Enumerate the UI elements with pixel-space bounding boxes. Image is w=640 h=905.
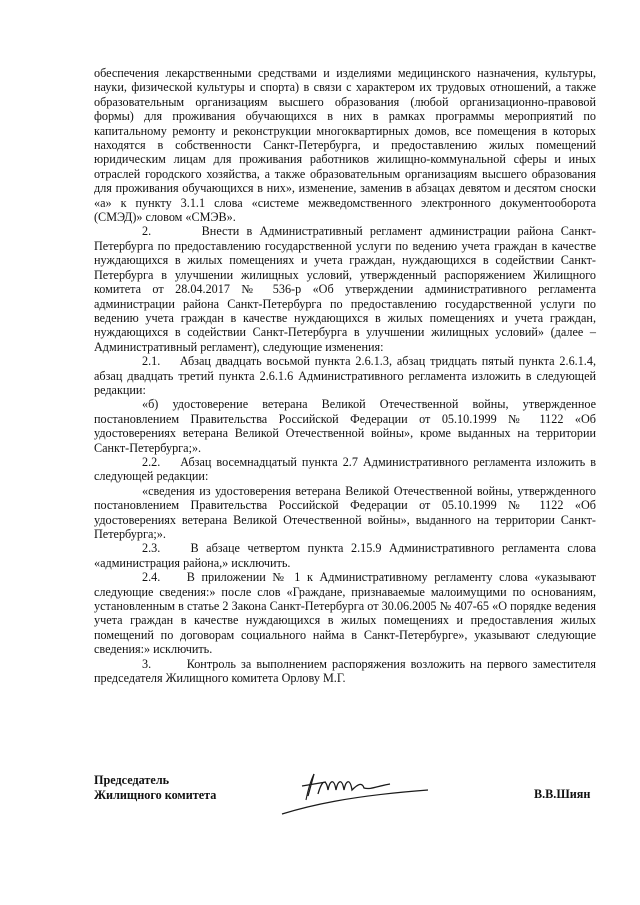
signatory-title [94, 773, 216, 803]
paragraph-p3: 3. Контроль за выполнением распоряжения возложить на первого заместителя председателя Жилищного комитета Орлову М.Г. [94, 656, 596, 686]
signatory-title-line-1: Председатель [94, 773, 170, 787]
paragraph-p2-3: 2.3. В абзаце четвертом пункта 2.15.9 Административного регламента слова «администрация района,» исключить. [94, 541, 596, 570]
paragraph-intro: обеспечения лекарственными средствами и изделиями медицинского назначения, культуры, науки, физической культуры и спорта) в связи с характером их трудовых отношений, а также образовательным организациям высшего образования (любой организационно-правовой формы) для проживания обучающихся в них в рамках программы мероприятий по капитальному ремонту и реконструкции многоквартирных домов, все помещения в которых находятся в собственности Санкт-Петербурга, и предоставлению жилых помещений юридическим лицам для проживания работников жилищно-коммунальной сферы и иных отраслей городского хозяйства, а также образовательным организациям высшего образования для проживания обучающихся в них», изменение, заменив в абзацах девятом и десятом сноски «а» к пункту 3.1.1 слова «системе межведомственного электронного документооборота (СМЭД)» словом «СМЭВ». [94, 66, 596, 225]
handwritten-signature [278, 760, 438, 820]
paragraph-p2-1: 2.1. Абзац двадцать восьмой пункта 2.6.1.3, абзац тридцать пятый пункта 2.6.1.4, абзац двадцать третий пункта 2.6.1.6 Административного регламента изложить в следующей редакции: [94, 354, 596, 397]
paragraph-p2-2q: «сведения из удостоверения ветерана Великой Отечественной войны, утвержденного постановлением Правительства Российской Федерации от 05.10.1999 № 1122 «Об удостоверениях ветерана Великой Отечественной войны», выданного на территории Санкт-Петербурга;». [94, 483, 596, 541]
paragraph-p2-1q: «б) удостоверение ветерана Великой Отечественной войны, утвержденное постановлением Правительства Российской Федерации от 05.10.1999 № 1122 «Об удостоверениях ветерана Великой Отечественной войны», кроме выданных на территории Санкт-Петербурга;». [94, 397, 596, 455]
document-body [94, 66, 596, 685]
paragraph-p2: 2. Внести в Административный регламент администрации района Санкт-Петербурга по предоставлению государственной услуги по ведению учета граждан в качестве нуждающихся в жилых помещениях и учета граждан, нуждающихся в содействии Санкт-Петербурга в улучшении жилищных условий, утвержденный распоряжением Жилищного комитета от 28.04.2017 № 536-р «Об утверждении административного регламента администрации района Санкт-Петербурга по предоставлению государственной услуги по ведению учета граждан в качестве нуждающихся в жилых помещениях и учета граждан, нуждающихся в содействии Санкт-Петербурга в улучшении жилищных условий» (далее – Административный регламент), следующие изменения: [94, 224, 596, 354]
signatory-name: В.В.Шиян [534, 787, 591, 801]
paragraph-p2-2: 2.2. Абзац восемнадцатый пункта 2.7 Административного регламента изложить в следующей редакции: [94, 454, 596, 484]
signatory-title-line-2: Жилищного комитета [94, 788, 217, 802]
paragraph-p2-4: 2.4. В приложении № 1 к Административному регламенту слова «указывают следующие сведения:» после слов «Граждане, признаваемые малоимущими по основаниям, установленным в статье 2 Закона Санкт-Петербурга от 30.06.2005 № 407-65 «О порядке ведения учета граждан в качестве нуждающихся в жилых помещениях и предоставления жилых помещений по договорам социального найма в Санкт-Петербурге», указывают следующие сведения:» исключить. [94, 570, 596, 657]
